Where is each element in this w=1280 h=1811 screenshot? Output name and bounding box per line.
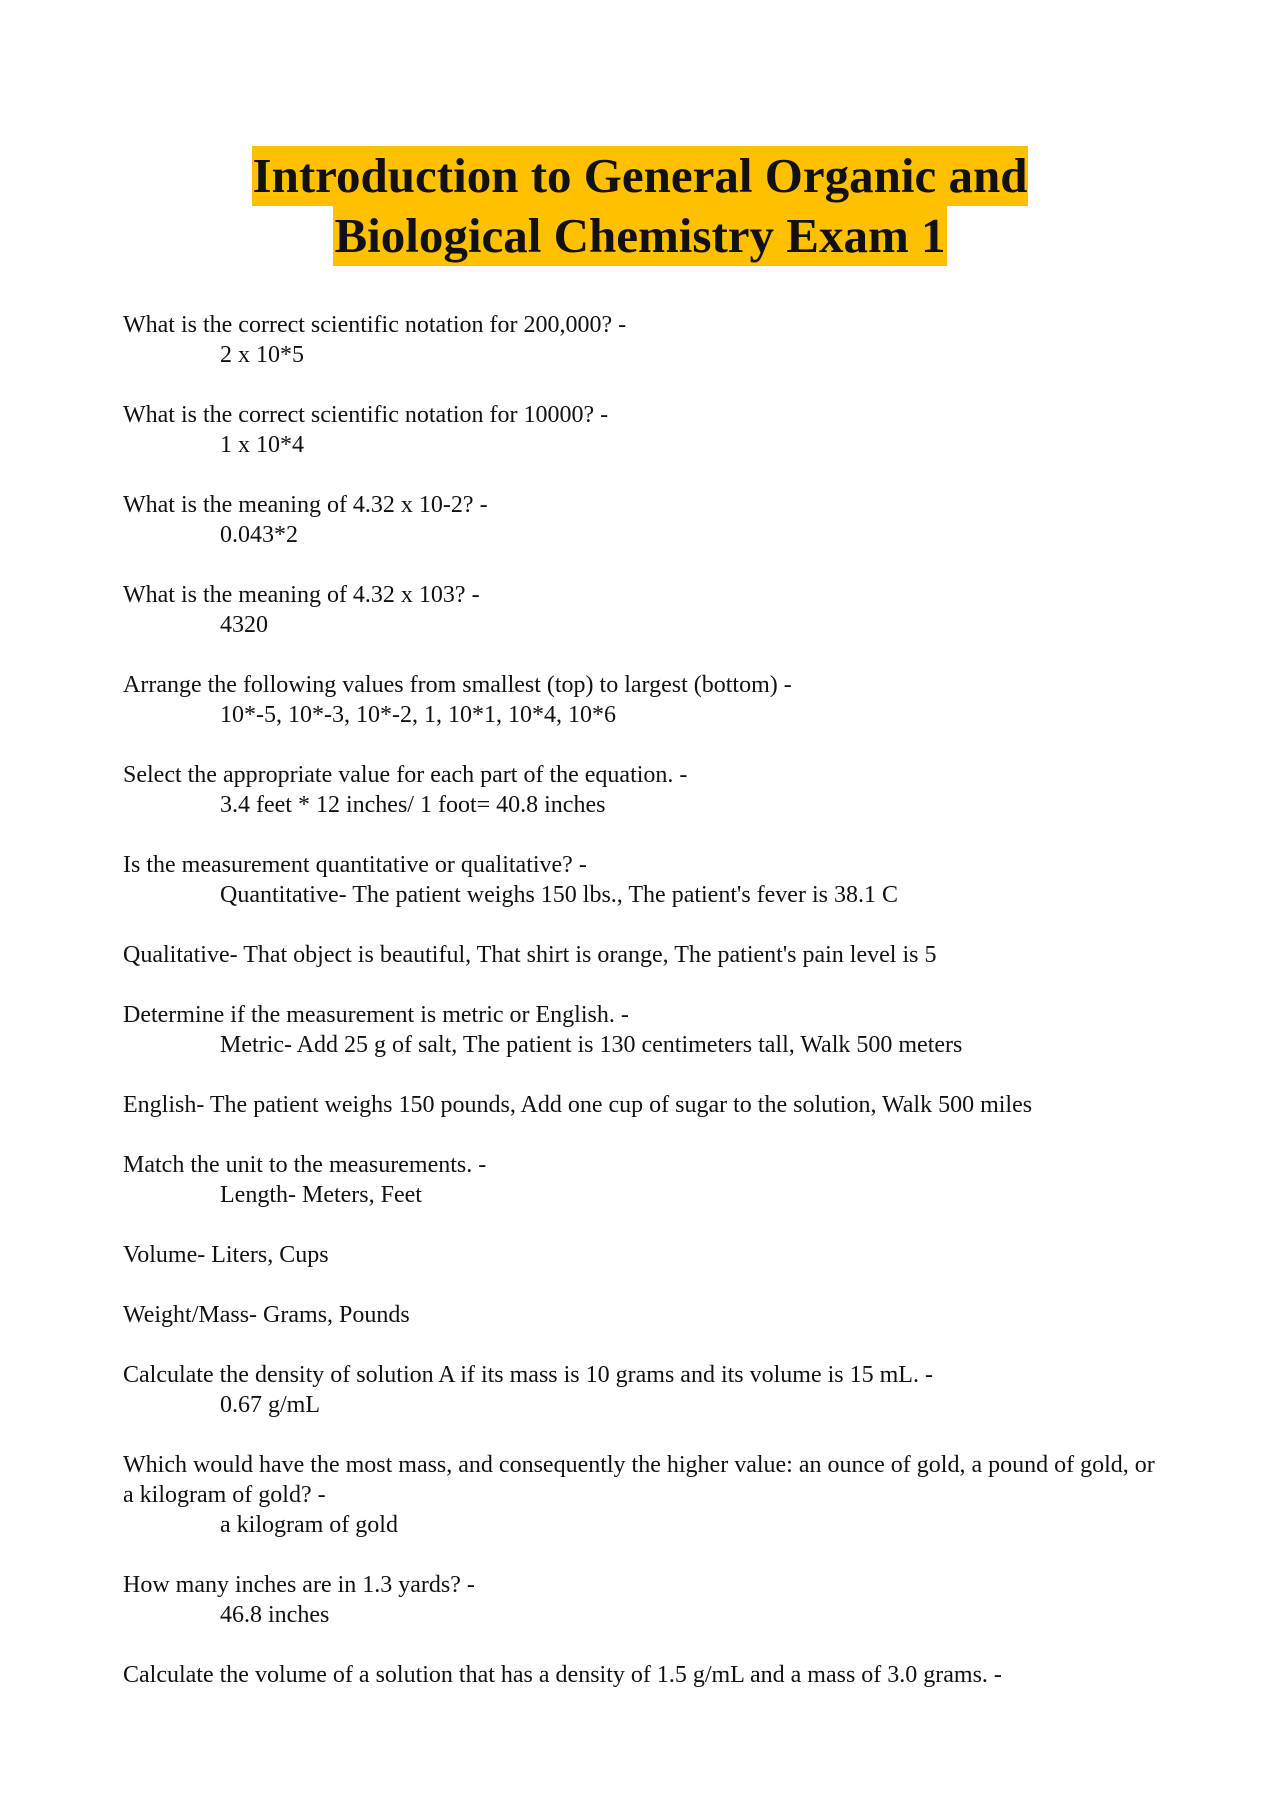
answer-text: 0.67 g/mL bbox=[220, 1392, 320, 1418]
question-text: Which would have the most mass, and consequently the higher value: an ounce of gold, a pound of gold, or a kilogram of gold? - bbox=[123, 1452, 1155, 1508]
question-text: Calculate the density of solution A if its mass is 10 grams and its volume is 15 mL. - bbox=[123, 1362, 933, 1388]
qa-item bbox=[123, 1660, 1163, 1690]
qa-item bbox=[123, 1000, 1163, 1060]
answer-text: Metric- Add 25 g of salt, The patient is 130 centimeters tall, Walk 500 meters bbox=[220, 1032, 963, 1058]
question-text: Arrange the following values from smallest (top) to largest (bottom) - bbox=[123, 672, 792, 698]
qa-item bbox=[123, 1570, 1163, 1630]
qa-item bbox=[123, 400, 1163, 460]
answer-text: 1 x 10*4 bbox=[220, 432, 304, 458]
answer-text: 2 x 10*5 bbox=[220, 342, 304, 368]
answer-text: Length- Meters, Feet bbox=[220, 1182, 422, 1208]
qa-item bbox=[123, 580, 1163, 640]
qa-item bbox=[123, 1150, 1163, 1210]
question-text: Match the unit to the measurements. - bbox=[123, 1152, 487, 1178]
qa-item bbox=[123, 670, 1163, 730]
question-text: Calculate the volume of a solution that has a density of 1.5 g/mL and a mass of 3.0 grams. - bbox=[123, 1662, 1002, 1688]
question-text: What is the correct scientific notation for 200,000? - bbox=[123, 312, 627, 338]
answer-text: a kilogram of gold bbox=[220, 1512, 398, 1538]
question-text: What is the meaning of 4.32 x 10-2? - bbox=[123, 492, 488, 518]
answer-text: 46.8 inches bbox=[220, 1602, 330, 1628]
answer-text: 4320 bbox=[220, 612, 268, 638]
question-text: What is the correct scientific notation for 10000? - bbox=[123, 402, 609, 428]
question-text: What is the meaning of 4.32 x 103? - bbox=[123, 582, 480, 608]
question-text: Is the measurement quantitative or qualitative? - bbox=[123, 852, 587, 878]
answer-continuation: Volume- Liters, Cups bbox=[123, 1242, 329, 1268]
qa-item bbox=[123, 850, 1163, 910]
answer-continuation: English- The patient weighs 150 pounds, Add one cup of sugar to the solution, Walk 500 miles bbox=[123, 1092, 1033, 1118]
answer-text: 3.4 feet * 12 inches/ 1 foot= 40.8 inches bbox=[220, 792, 606, 818]
qa-item bbox=[123, 760, 1163, 820]
document-title bbox=[0, 146, 1280, 266]
answer-continuation: Qualitative- That object is beautiful, That shirt is orange, The patient's pain level is 5 bbox=[123, 942, 937, 968]
answer-text: 10*-5, 10*-3, 10*-2, 1, 10*1, 10*4, 10*6 bbox=[220, 702, 616, 728]
title-line-2: Biological Chemistry Exam 1 bbox=[333, 206, 946, 266]
answer-text: 0.043*2 bbox=[220, 522, 298, 548]
qa-item bbox=[123, 310, 1163, 370]
title-line-1: Introduction to General Organic and bbox=[252, 146, 1029, 206]
answer-continuation: Weight/Mass- Grams, Pounds bbox=[123, 1302, 410, 1328]
question-list bbox=[123, 310, 1163, 1720]
qa-item bbox=[123, 1450, 1163, 1540]
qa-item bbox=[123, 1360, 1163, 1420]
question-text: Select the appropriate value for each part of the equation. - bbox=[123, 762, 688, 788]
question-text: How many inches are in 1.3 yards? - bbox=[123, 1572, 475, 1598]
question-text: Determine if the measurement is metric or English. - bbox=[123, 1002, 629, 1028]
qa-item bbox=[123, 490, 1163, 550]
answer-text: Quantitative- The patient weighs 150 lbs., The patient's fever is 38.1 C bbox=[220, 882, 898, 908]
